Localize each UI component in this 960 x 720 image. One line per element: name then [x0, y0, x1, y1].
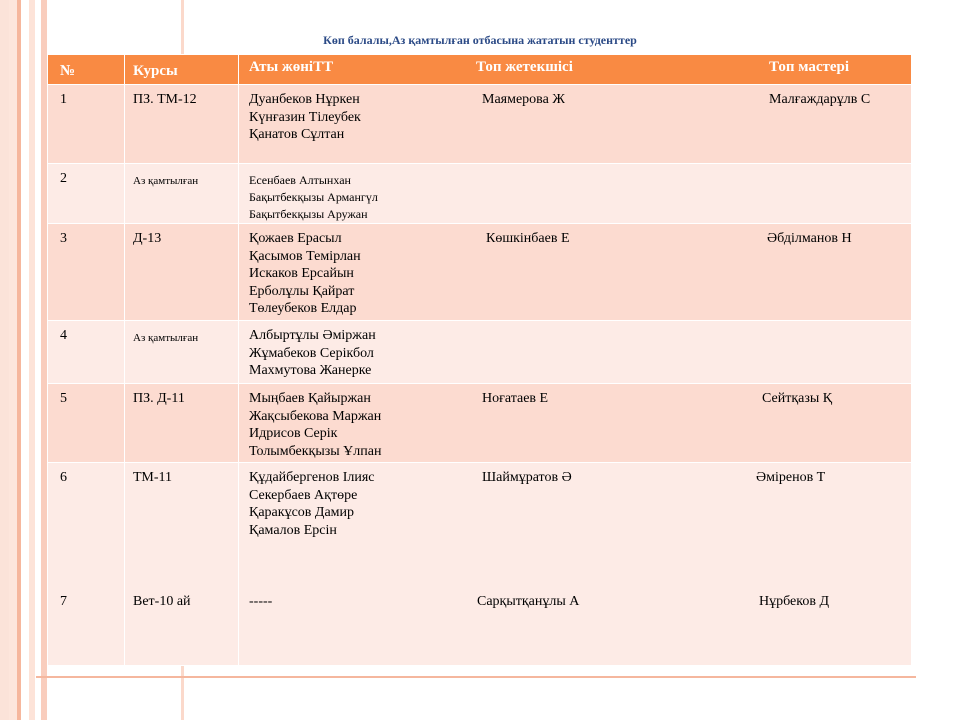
- group-master: Әбділманов Н: [767, 231, 852, 246]
- student-name: Ерболұлы Қайрат: [249, 283, 355, 299]
- decor-stripe: [0, 0, 9, 720]
- row-num: 6: [60, 470, 67, 485]
- student-name: Есенбаев Алтынхан: [249, 173, 351, 187]
- student-name: Қаракұсов Дамир: [249, 505, 355, 520]
- student-name: Толымбекқызы Ұлпан: [249, 443, 382, 459]
- students-table: [47, 54, 912, 666]
- decor-stripe: [17, 0, 21, 720]
- student-name: Құдайбергенов Ілияс: [249, 470, 375, 485]
- decor-bottom-line: [36, 676, 916, 678]
- group-master: Малғаждарұлв С: [769, 92, 871, 107]
- table-row: [48, 85, 912, 164]
- group-master: Әміренов Т: [756, 470, 826, 485]
- student-name: Идрисов Серік: [249, 426, 338, 441]
- student-name: Искаков Ерсайын: [249, 266, 354, 281]
- student-name: Бақытбекқызы Армангүл: [249, 190, 378, 204]
- student-name: Қамалов Ерсін: [249, 522, 337, 538]
- table-row: [48, 384, 912, 463]
- header-leader: Топ жетекшісі: [476, 59, 573, 75]
- row-names-cell: [239, 85, 912, 164]
- row-names-cell: [239, 384, 912, 463]
- table-row: [48, 164, 912, 224]
- group-leader: Сарқытқанұлы А: [477, 594, 580, 609]
- row-course: ПЗ. Д-11: [125, 384, 239, 463]
- student-name: Жұмабеков Серікбол: [249, 345, 374, 361]
- student-name: Күнғазин Тілеубек: [249, 109, 361, 125]
- group-leader: Көшкінбаев Е: [486, 231, 570, 246]
- header-row: [48, 55, 912, 85]
- row-course: ПЗ. ТМ-12: [125, 85, 239, 164]
- group-master: Сейтқазы Қ: [762, 391, 833, 406]
- row-num: 7: [60, 593, 67, 609]
- row-names-cell: [239, 164, 912, 224]
- student-name: Жақсыбекова Маржан: [249, 408, 382, 424]
- row-names-cell: [239, 224, 912, 321]
- table-row: [48, 321, 912, 384]
- row-num: 3: [48, 224, 125, 321]
- student-name: Төлеубеков Елдар: [249, 301, 357, 316]
- header-master: Топ мастері: [769, 59, 850, 75]
- group-leader: Маямерова Ж: [482, 92, 565, 107]
- header-course: Курсы: [125, 55, 239, 85]
- student-name: Секербаев Ақтөре: [249, 487, 358, 503]
- student-name: Махмутова Жанерке: [249, 363, 372, 378]
- decor-stripe: [9, 0, 17, 720]
- row-names-cell: [239, 321, 912, 384]
- row-course: Вет-10 ай: [133, 593, 191, 609]
- group-leader: Ноғатаев Е: [482, 391, 549, 406]
- row-course: Аз қамтылған: [125, 321, 239, 384]
- student-name: Бақытбекқызы Аружан: [249, 207, 368, 221]
- group-master: Нұрбеков Д: [759, 594, 830, 609]
- row-num: 1: [48, 85, 125, 164]
- row-course: Д-13: [125, 224, 239, 321]
- row-num: 2: [48, 164, 125, 224]
- group-leader: Шаймұратов Ә: [482, 470, 572, 485]
- row-num: 5: [48, 384, 125, 463]
- student-name: -----: [249, 594, 273, 609]
- student-name: Қанатов Сұлтан: [249, 127, 345, 142]
- table-row: [48, 463, 912, 666]
- page-title: Көп балалы,Аз қамтылған отбасына жататын студенттер: [323, 33, 637, 47]
- header-num: №: [48, 55, 125, 85]
- student-name: Мыңбаев Қайыржан: [249, 391, 371, 406]
- header-name: Аты жөніТТ: [249, 59, 334, 75]
- student-name: Албыртұлы Әміржан: [249, 328, 376, 343]
- row-names-cell: [239, 463, 912, 666]
- student-name: Қожаев Ерасыл: [249, 231, 342, 246]
- decor-stripe: [29, 0, 35, 720]
- row-num: 4: [48, 321, 125, 384]
- header-name-cell: [239, 55, 912, 85]
- row-num-cell: [48, 463, 125, 666]
- row-course: Аз қамтылған: [125, 164, 239, 224]
- student-name: Қасымов Темірлан: [249, 248, 361, 264]
- table-row: [48, 224, 912, 321]
- row-course: ТМ-11: [133, 470, 172, 485]
- student-name: Дуанбеков Нұркен: [249, 92, 360, 107]
- row-course-cell: [125, 463, 239, 666]
